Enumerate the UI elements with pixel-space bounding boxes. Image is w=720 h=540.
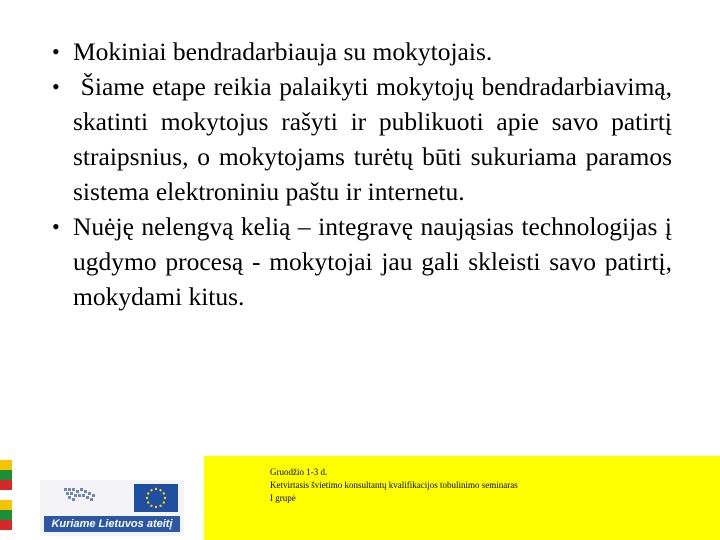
eu-flag-icon [134,484,178,512]
bullet-text: Šiame etape reikia palaikyti mokytojų bendradarbiavimą, skatinti mokytojus rašyti ir publikuoti apie savo patirtį straipsnius, o mokytojams turėtų būti sukuriama paramos sistema elektroniniu paštu ir internetu. [73,72,679,206]
footer-note [270,466,518,505]
bullet-dot: • [52,39,60,64]
bullet-text: Mokiniai bendradarbiauja su mokytojais. [73,37,493,66]
ministry-logo-icon [40,480,126,514]
footer-note-line: Gruodžio 1-3 d. [270,467,328,477]
bullet-item-3 [48,209,672,314]
bullet-dot: • [52,214,60,239]
footer-note-line: I grupė [270,493,296,503]
sponsor-logos [40,480,184,536]
bullet-text: Nuėję nelengvą kelią – integravę naująsias technologijas į ugdymo procesą - mokytojai jau gali skleisti savo patirtį, mokydami kitus. [73,212,672,311]
bullet-item-2 [48,69,679,209]
bullet-dot: • [52,74,60,99]
color-stripes [0,456,12,540]
bullet-item-1 [48,34,672,69]
bullet-list [48,34,679,314]
footer-note-line: Ketvirtasis švietimo konsultantų kvalifikacijos tobulinimo seminaras [270,480,518,490]
slogan-banner: Kuriame Lietuvos ateitį [44,516,180,532]
